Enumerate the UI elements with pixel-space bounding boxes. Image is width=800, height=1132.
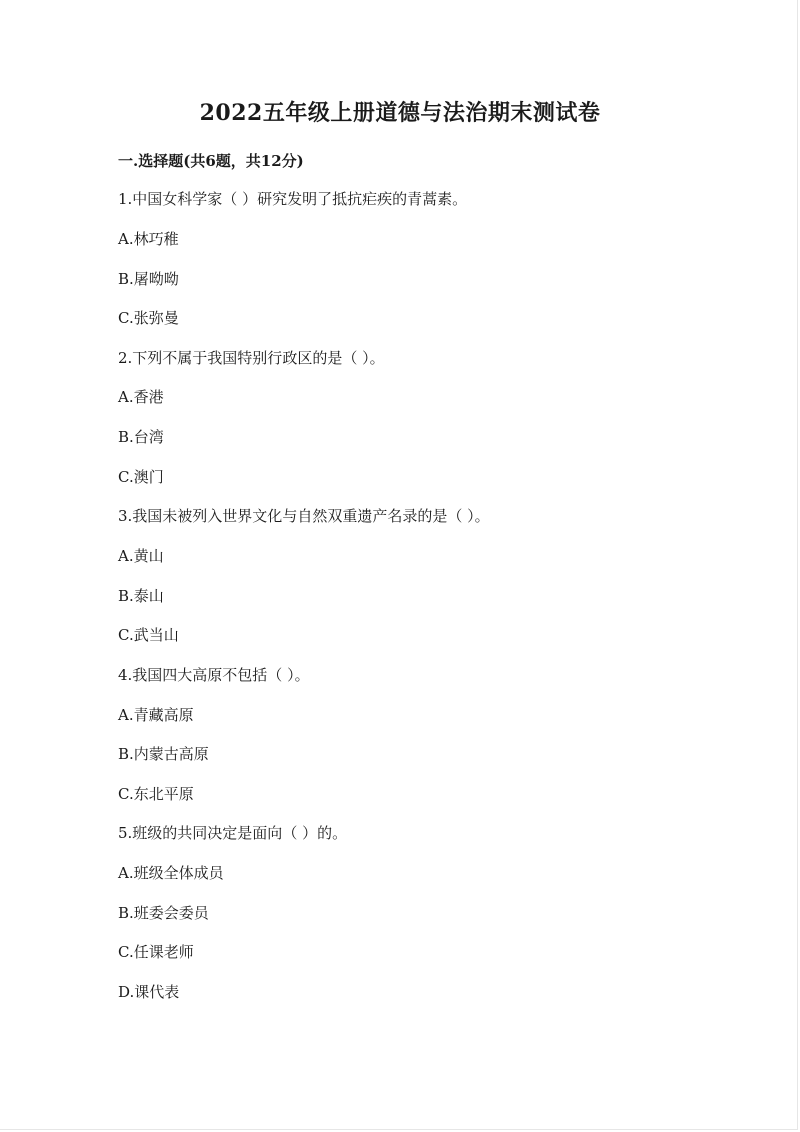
question-4-option-c: C.东北平原 [118,785,194,803]
page-title: 2022五年级上册道德与法治期末测试卷 [199,100,601,126]
question-3-option-b: B.泰山 [118,587,164,605]
question-5-option-c: C.任课老师 [118,943,194,961]
question-5-option-d: D.课代表 [118,983,180,1001]
question-2-option-c: C.澳门 [118,468,164,486]
question-5-option-b: B.班委会委员 [118,904,209,922]
section-heading: 一.选择题(共6题，共12分) [118,152,304,170]
question-4-stem: 4.我国四大高原不包括（ ）。 [118,666,310,684]
question-1-option-b: B.屠呦呦 [118,270,179,288]
question-2-stem: 2.下列不属于我国特别行政区的是（ ）。 [118,349,385,367]
question-5-option-a: A.班级全体成员 [118,864,224,882]
question-2-option-a: A.香港 [118,388,164,406]
question-1-option-a: A.林巧稚 [118,230,179,248]
question-1-stem: 1.中国女科学家（ ）研究发明了抵抗疟疾的青蒿素。 [118,190,468,208]
question-3-stem: 3.我国未被列入世界文化与自然双重遗产名录的是（ ）。 [118,507,490,525]
question-1-option-c: C.张弥曼 [118,309,179,327]
question-3-option-a: A.黄山 [118,547,164,565]
question-5-stem: 5.班级的共同决定是面向（ ）的。 [118,824,348,842]
question-3-option-c: C.武当山 [118,626,179,644]
question-4-option-a: A.青藏高原 [118,706,194,724]
question-2-option-b: B.台湾 [118,428,164,446]
question-4-option-b: B.内蒙古高原 [118,745,209,763]
